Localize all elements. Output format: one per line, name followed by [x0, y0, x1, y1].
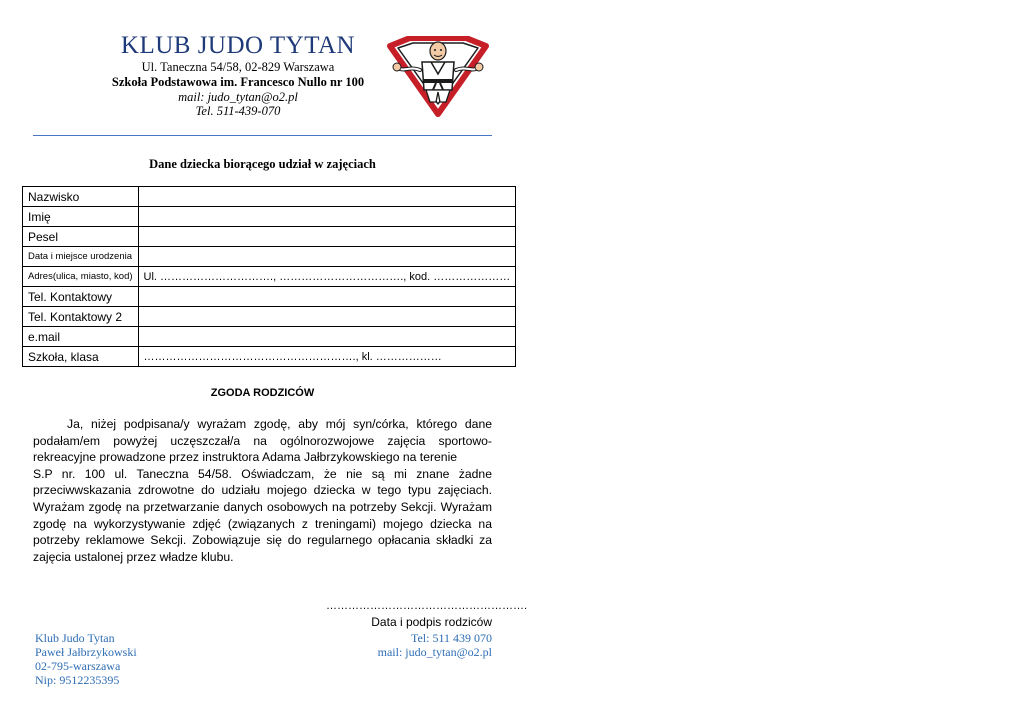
- table-row: [23, 267, 516, 287]
- consent-line: Ja, niżej podpisana/y wyrażam zgodę, aby mój syn/córka, którego dane: [67, 417, 492, 431]
- row-value[interactable]: [138, 207, 516, 227]
- consent-line: potrzeby reklamowe Sekcji. Zobowiązuje się do regularnego opłacania składki za: [33, 533, 492, 548]
- child-data-table: [22, 186, 516, 367]
- consent-line: S.P nr. 100 ul. Taneczna 54/58. Oświadczam, że nie są mi znane żadne: [33, 466, 492, 481]
- consent-line: rekreacyjne prowadzone przez instruktora Adama Jałbrzykowskiego na terenie: [33, 450, 458, 465]
- row-value[interactable]: [138, 307, 516, 327]
- row-value[interactable]: [138, 227, 516, 247]
- row-label: Tel. Kontaktowy 2: [23, 307, 139, 327]
- row-value[interactable]: [138, 327, 516, 347]
- footer-person: Paweł Jałbrzykowski: [35, 645, 137, 659]
- consent-line: Wyrażam zgodę na przetwarzanie danych osobowych na potrzeby Sekcji. Wyrażam: [33, 499, 492, 514]
- row-value[interactable]: [138, 247, 516, 267]
- signature-line[interactable]: ……………………………………………….: [326, 600, 528, 612]
- table-row: [23, 327, 516, 347]
- footer-left: [35, 631, 137, 687]
- table-row: [23, 347, 516, 367]
- footer-nip: Nip: 9512235395: [35, 673, 120, 687]
- row-value[interactable]: [138, 187, 516, 207]
- consent-line: podałam/em powyżej uczęszczał/a na ogólnorozwojowe zajęcia sportowo-: [33, 433, 492, 448]
- footer-postal: 02-795-warszawa: [35, 659, 121, 673]
- row-label: Imię: [23, 207, 139, 227]
- table-row: [23, 207, 516, 227]
- judoka-diamond-logo-icon: [384, 36, 492, 118]
- consent-title: ZGODA RODZICÓW: [210, 387, 315, 399]
- table-row: [23, 247, 516, 267]
- table-row: [23, 187, 516, 207]
- consent-line: zgodę na wykorzystywanie zdjęć (związanych z treningami) mojego dziecka na: [33, 516, 492, 531]
- consent-line: zajęcia ustalonej przez władze klubu.: [33, 549, 234, 564]
- row-label: Tel. Kontaktowy: [23, 287, 139, 307]
- table-row: [23, 227, 516, 247]
- table-row: [23, 307, 516, 327]
- row-label: Adres(ulica, miasto, kod): [23, 267, 139, 287]
- footer-right: [330, 631, 492, 659]
- row-label: e.mail: [23, 327, 139, 347]
- row-label: Pesel: [23, 227, 139, 247]
- footer-club-name: Klub Judo Tytan: [35, 631, 115, 645]
- row-label: Nazwisko: [23, 187, 139, 207]
- row-label: Data i miejsce urodzenia: [23, 247, 139, 267]
- row-value[interactable]: Ul. …………………………., ……………………………., kod. …………………: [138, 267, 516, 287]
- table-row: [23, 287, 516, 307]
- club-address: Ul. Taneczna 54/58, 02-829 Warszawa: [141, 60, 335, 74]
- row-label: Szkoła, klasa: [23, 347, 139, 367]
- footer-mail: mail: judo_tytan@o2.pl: [377, 645, 492, 659]
- row-value[interactable]: [138, 287, 516, 307]
- row-value[interactable]: …………………………………………………., kl. ………………: [138, 347, 516, 367]
- club-title: KLUB JUDO TYTAN: [120, 32, 356, 59]
- signature-label: Data i podpis rodziców: [371, 615, 492, 629]
- form-title: Dane dziecka biorącego udział w zajęciach: [149, 157, 376, 171]
- footer-phone: Tel: 511 439 070: [410, 631, 492, 645]
- consent-paragraph: [33, 416, 492, 565]
- club-school: Szkoła Podstawowa im. Francesco Nullo nr 100: [111, 75, 365, 89]
- header-divider: [33, 135, 492, 136]
- club-phone: Tel. 511-439-070: [195, 104, 281, 118]
- consent-line: przeciwwskazania zdrowotne do udziału mojego dziecka w tego typu zajęciach.: [33, 483, 492, 498]
- club-mail: mail: judo_tytan@o2.pl: [178, 90, 298, 104]
